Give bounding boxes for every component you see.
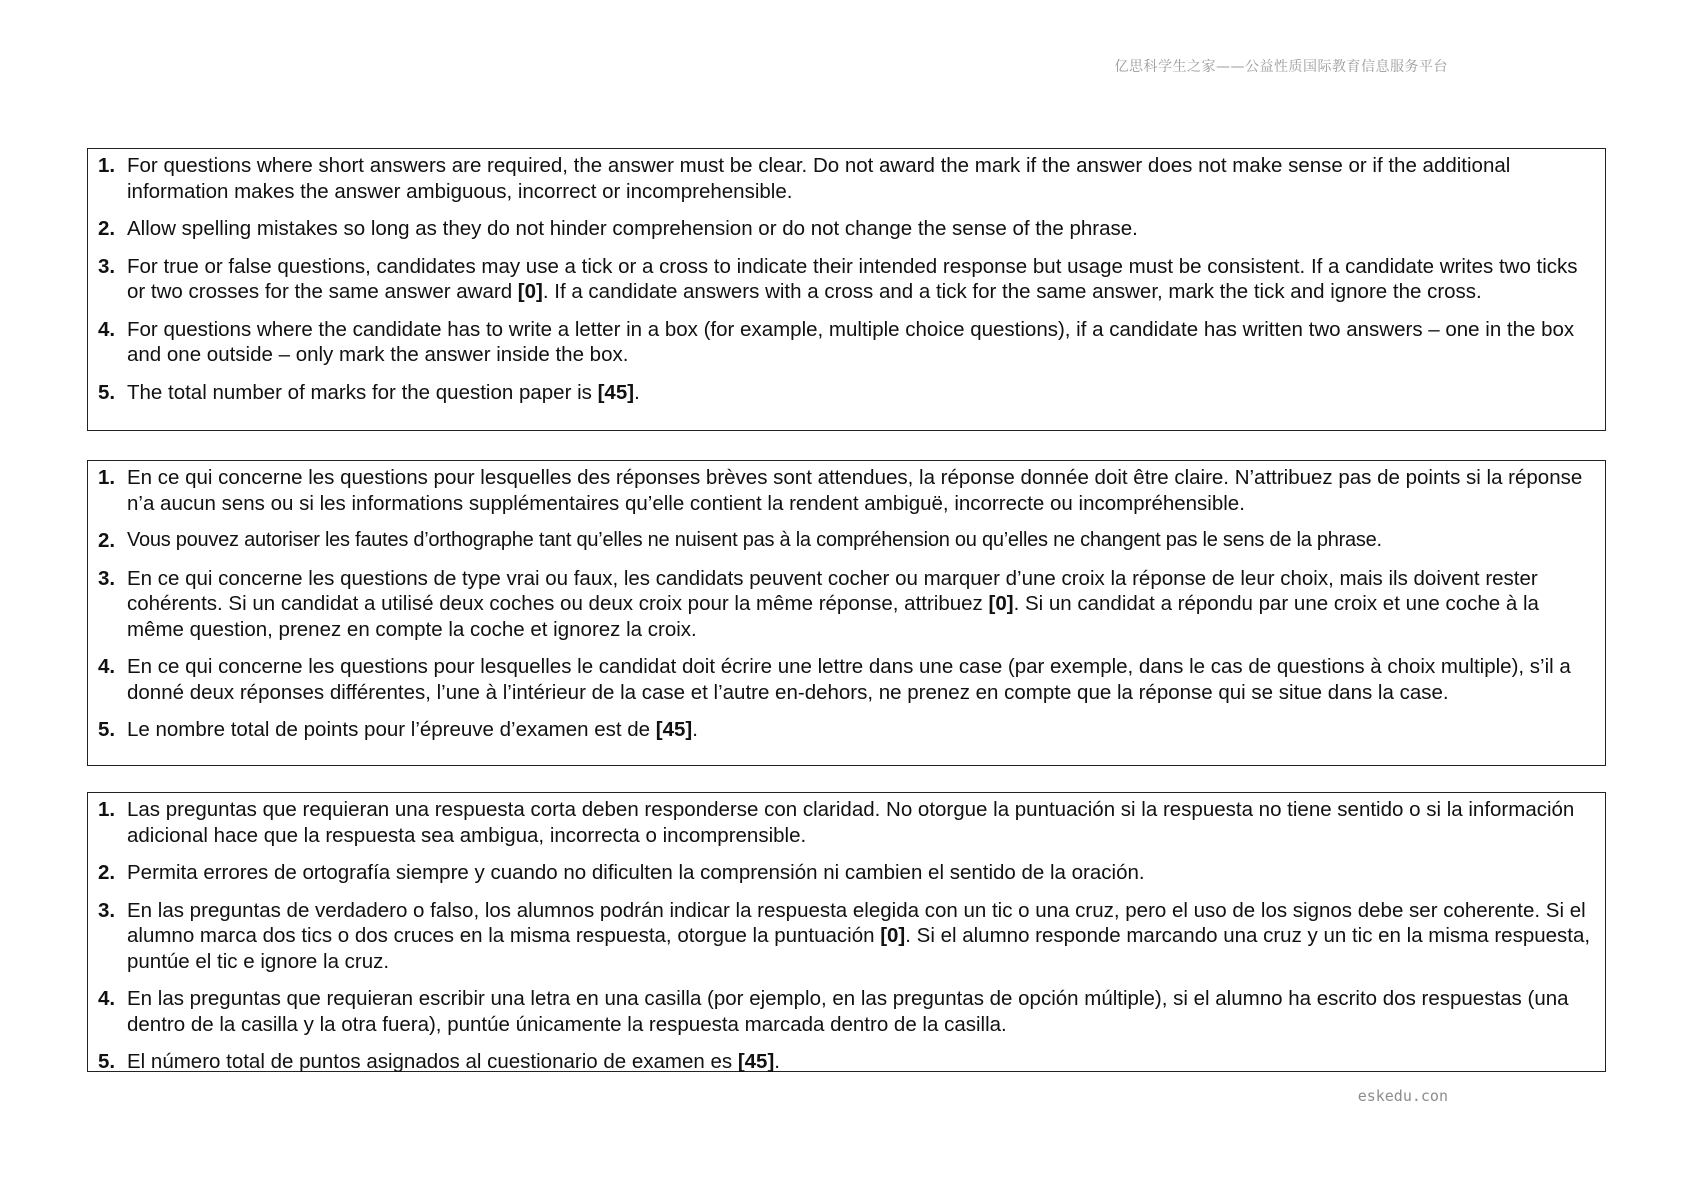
item-text: Vous pouvez autoriser les fautes d’orthographe tant qu’elles ne nuisent pas à la compréhension ou qu’elles ne changent pas le sens de la phrase. [127,529,1382,551]
instruction-item [98,860,1593,886]
marking-instructions-french [87,460,1606,766]
item-number: 5. [98,1050,116,1073]
item-text-pre: For true or false questions, candidates may use a tick or a cross to indicate their intended response but usage must be consistent. If a candidate writes two ticks or two crosses for the same answer award [127,254,1578,303]
item-number: 3. [98,254,116,278]
item-number: 4. [98,987,116,1010]
item-text [127,254,1593,305]
instruction-item [98,380,1593,406]
item-text: En ce qui concerne les questions pour lesquelles le candidat doit écrire une lettre dans une case (par exemple, dans le cas de questions à choix multiple), s’il a donné deux réponses différentes, l’une à l’intérieur de la case et l’autre en-dehors, ne prenez en compte que la réponse qui se situe dans la case. [127,655,1571,704]
item-number: 1. [98,154,116,177]
item-text-post: . [692,718,698,741]
instruction-item [98,465,1593,516]
item-text: En las preguntas que requieran escribir una letra en una casilla (por ejemplo, en las preguntas de opción múltiple), si el alumno ha escrito dos respuestas (una dentro de la casilla y la otra fuera), puntúe únicamente la respuesta marcada dentro de la casilla. [127,987,1569,1036]
marking-instructions-english [87,148,1606,431]
instruction-item [98,1049,1593,1075]
item-text-pre: El número total de puntos asignados al cuestionario de examen es [127,1050,738,1073]
total-marks: [45] [655,718,693,741]
instruction-item [98,254,1593,305]
item-text [127,1049,780,1075]
marking-instructions-spanish [87,792,1606,1072]
mark-value: [0] [880,924,906,947]
item-number: 4. [98,655,116,678]
item-text [127,717,698,743]
item-text-post: . [634,380,640,404]
footer-site-watermark: eskedu.con [1357,1087,1448,1105]
instruction-item [98,797,1593,848]
instruction-item [98,986,1593,1037]
item-text [127,566,1593,643]
item-text: For questions where the candidate has to write a letter in a box (for example, multiple choice questions), if a candidate has written two answers – one in the box and one outside – only mark the answer inside the box. [127,317,1575,366]
mark-value: [0] [517,280,543,303]
instruction-item [98,566,1593,643]
item-number: 3. [98,566,116,590]
item-text-pre: Le nombre total de points pour l’épreuve d’examen est de [127,718,656,741]
item-number: 3. [98,898,116,922]
item-text: For questions where short answers are required, the answer must be clear. Do not award the mark if the answer does not make sense or if the additional information makes the answer ambiguous, incorrect or incomprehensible. [127,154,1511,203]
instruction-item [98,528,1593,554]
item-text-post: . [774,1050,780,1073]
header-watermark: 亿思科学生之家——公益性质国际教育信息服务平台 [1114,59,1448,75]
item-number: 1. [98,466,116,489]
item-number: 5. [98,380,116,404]
mark-value: [0] [988,592,1014,615]
instruction-item [98,216,1593,242]
instruction-item [98,717,1593,743]
item-number: 2. [98,861,116,884]
instruction-item [98,654,1593,705]
instruction-item [98,317,1593,368]
item-text-pre: The total number of marks for the question paper is [127,380,598,404]
item-text: Permita errores de ortografía siempre y cuando no dificulten la comprensión ni cambien el sentido de la oración. [127,861,1145,884]
instruction-item [98,153,1593,204]
item-number: 1. [98,798,116,821]
item-number: 2. [98,529,116,552]
total-marks: [45] [597,380,635,404]
item-text [127,898,1593,975]
item-text-pre: En las preguntas de verdadero o falso, los alumnos podrán indicar la respuesta elegida con un tic o una cruz, pero el uso de los signos debe ser coherente. Si el alumno marca dos tics o dos cruces en la misma respuesta, otorgue la puntuación [127,898,1586,947]
item-number: 2. [98,217,116,240]
total-marks: [45] [737,1050,775,1073]
item-text [127,380,640,406]
item-text-pre: En ce qui concerne les questions de type vrai ou faux, les candidats peuvent cocher ou marquer d’une croix la réponse de leur choix, mais ils doivent rester cohérents. Si un candidat a utilisé deux coches ou deux croix pour la même réponse, attribuez [127,566,1538,615]
item-text-post: . Si un candidat a répondu par une croix et une coche à la même question, prenez en compte la coche et ignorez la croix. [127,592,1539,641]
item-number: 5. [98,718,116,741]
instruction-item [98,898,1593,975]
item-text: En ce qui concerne les questions pour lesquelles des réponses brèves sont attendues, la réponse donnée doit être claire. N’attribuez pas de points si la réponse n’a aucun sens ou si les informations supplémentaires qu’elle contient la rendent ambiguë, incorrecte ou incompréhensible. [127,466,1583,515]
item-text-post: . Si el alumno responde marcando una cruz y un tic en la misma respuesta, puntúe el tic e ignore la cruz. [127,924,1591,973]
item-text: Las preguntas que requieran una respuesta corta deben responderse con claridad. No otorgue la puntuación si la respuesta no tiene sentido o si la información adicional hace que la respuesta sea ambigua, incorrecta o incomprensible. [127,798,1575,847]
item-text-post: . If a candidate answers with a cross and a tick for the same answer, mark the tick and ignore the cross. [542,280,1482,303]
item-text: Allow spelling mistakes so long as they do not hinder comprehension or do not change the sense of the phrase. [127,217,1138,240]
item-number: 4. [98,317,116,341]
